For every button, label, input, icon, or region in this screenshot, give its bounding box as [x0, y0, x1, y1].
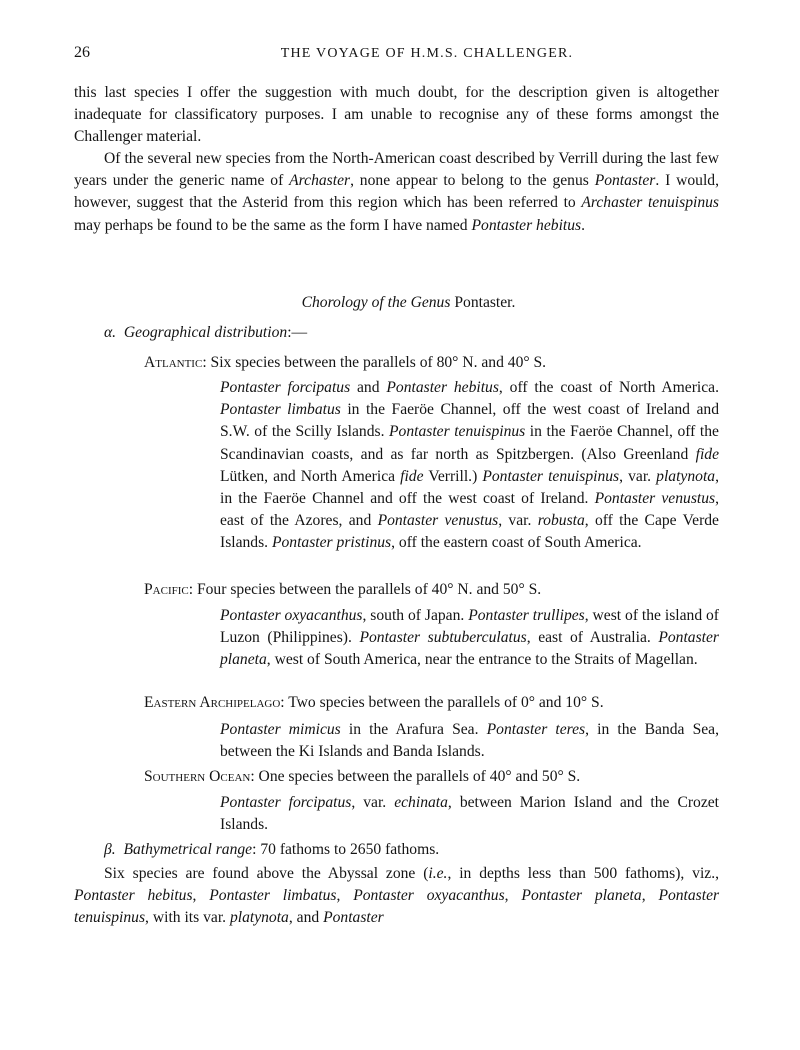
region-body-southern-ocean: Pontaster forcipatus, var. echinata, between Marion Island and the Crozet Islands.: [220, 794, 720, 834]
running-title: THE VOYAGE OF H.M.S. CHALLENGER.: [280, 46, 574, 61]
region-body-atlantic: Pontaster forcipatus and Pontaster hebitus, off the coast of North America. Pontaster limbatus in the Faeröe Channel, off the west coast of Ireland and S.W. of the Scilly Islands. Pontaster tenuispinus in the Faeröe Channel, off the Scandinavian coasts, and as far north as Spitzbergen. (Also Greenland fide Lütken, and North America fide Verrill.) Pontaster tenuispinus, var. platynota, in the Faeröe Channel and off the west coast of Ireland. Pontaster venustus, east of the Azores, and Pontaster venustus, var. robusta, off the Cape Verde Islands. Pontaster pristinus, off the eastern coast of South America.: [220, 379, 719, 552]
paragraph-1-text: this last species I offer the suggestion with much doubt, for the description given is altogether inadequate for classificatory purposes. I am unable to recognise any of these forms amongst the Challenger material.: [74, 84, 719, 146]
bathymetrical-heading: β. Bathymetrical range: 70 fathoms to 2650 fathoms.: [104, 841, 440, 858]
paragraph-2: [74, 148, 719, 237]
region-body-eastern-archipelago: Pontaster mimicus in the Arafura Sea. Pontaster teres, in the Banda Sea, between the Ki Islands and Banda Islands.: [220, 721, 719, 761]
region-heading-pacific: Pacific: Four species between the parallels of 40° N. and 50° S.: [144, 581, 542, 598]
region-body-pacific: Pontaster oxyacanthus, south of Japan. Pontaster trullipes, west of the island of Luzon (Philippines). Pontaster subtuberculatus, east of Australia. Pontaster planeta, west of South America, near the entrance to the Straits of Magellan.: [220, 607, 720, 669]
geographical-heading: α. Geographical distribution:—: [104, 324, 308, 341]
region-heading-eastern-archipelago: Eastern Archipelago: Two species between the parallels of 0° and 10° S.: [144, 694, 604, 711]
paragraph-1: [74, 82, 719, 149]
page-header: [70, 44, 730, 68]
section-title: Chorology of the Genus Pontaster.: [301, 294, 516, 311]
bathymetrical-paragraph: [74, 863, 719, 930]
region-heading-atlantic: Atlantic: Six species between the parallels of 80° N. and 40° S.: [144, 354, 547, 371]
bathymetrical-text: Six species are found above the Abyssal zone (i.e., in depths less than 500 fathoms), viz., Pontaster hebitus, Pontaster limbatus, Pontaster oxyacanthus, Pontaster planeta, Pontaster tenuispinus, with its var. platynota, and Pontaster: [74, 865, 720, 927]
paragraph-2-text: Of the several new species from the North-American coast described by Verrill during the last few years under the generic name of Archaster, none appear to belong to the genus Pontaster. I would, however, suggest that the Asterid from this region which has been referred to Archaster tenuispinus may perhaps be found to be the same as the form I have named Pontaster hebitus.: [74, 150, 720, 234]
region-heading-southern-ocean: Southern Ocean: One species between the parallels of 40° and 50° S.: [144, 768, 581, 785]
page-number: 26: [74, 44, 90, 61]
